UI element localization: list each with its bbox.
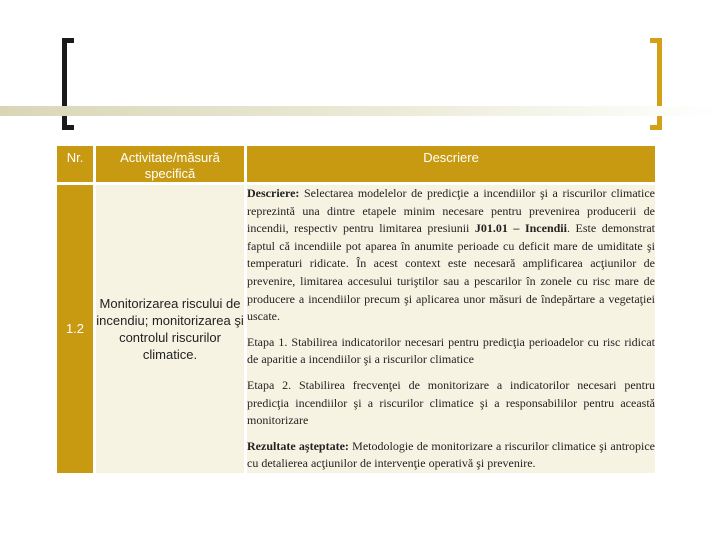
pressure-code: J01.01 – Incendii (474, 221, 567, 236)
right-bracket-decoration (650, 38, 662, 130)
expected-results-label: Rezultate aşteptate: (247, 438, 349, 453)
row-description (247, 185, 655, 473)
table-header-row (57, 146, 655, 182)
expected-results-paragraph: Rezultate aşteptate: Metodologie de monitorizare a riscurilor climatice şi antropice cu detalierea acţiunilor de intervenţie operativă şi prevenire. (247, 438, 656, 471)
stage-2-paragraph: Etapa 2. Stabilirea frecvenţei de monitorizare a indicatorilor necesari pentru predicţia incendiilor şi a riscurilor climatice şi a responsabililor pentru această monitorizare (247, 377, 655, 428)
header-description: Descriere (247, 146, 655, 182)
stage-1-paragraph: Etapa 1. Stabilirea indicatorilor necesari pentru predicţia perioadelor cu risc ridicat de aparitie a incendiilor şi a riscurilor climatice (247, 334, 655, 367)
description-paragraph: Descriere: Selectarea modelelor de predicţie a incendiilor şi a riscurilor climatice reprezintă una dintre etapele minim necesare pentru prevenirea producerii de incendii, respectiv pentru limitarea presiunii J01.01 – Incendii. Este demonstrat faptul că incendiile pot aparea în anumite perioade cu deficit mare de umiditate şi temperaturi ridicate. În acest context este necesară amplificarea acţiunilor de prevenire, limitarea accesului turiştilor sau a pescarilor în zonele cu risc mare de producere a incendiilor precum şi aplicarea unor măsuri de îndepărtare a vegetaţiei uscate. (247, 186, 656, 324)
header-nr: Nr. (57, 146, 93, 182)
left-bracket-decoration (62, 38, 74, 130)
title-gradient-bar (0, 106, 720, 116)
row-nr: 1.2 (57, 185, 93, 473)
table-row (57, 185, 655, 473)
header-activity: Activitate/măsură specifică (96, 146, 244, 182)
measures-table (54, 143, 658, 476)
row-activity: Monitorizarea riscului de incendiu; monitorizarea şi controlul riscurilor climatice. (96, 185, 244, 473)
description-label: Descriere: (247, 186, 300, 200)
